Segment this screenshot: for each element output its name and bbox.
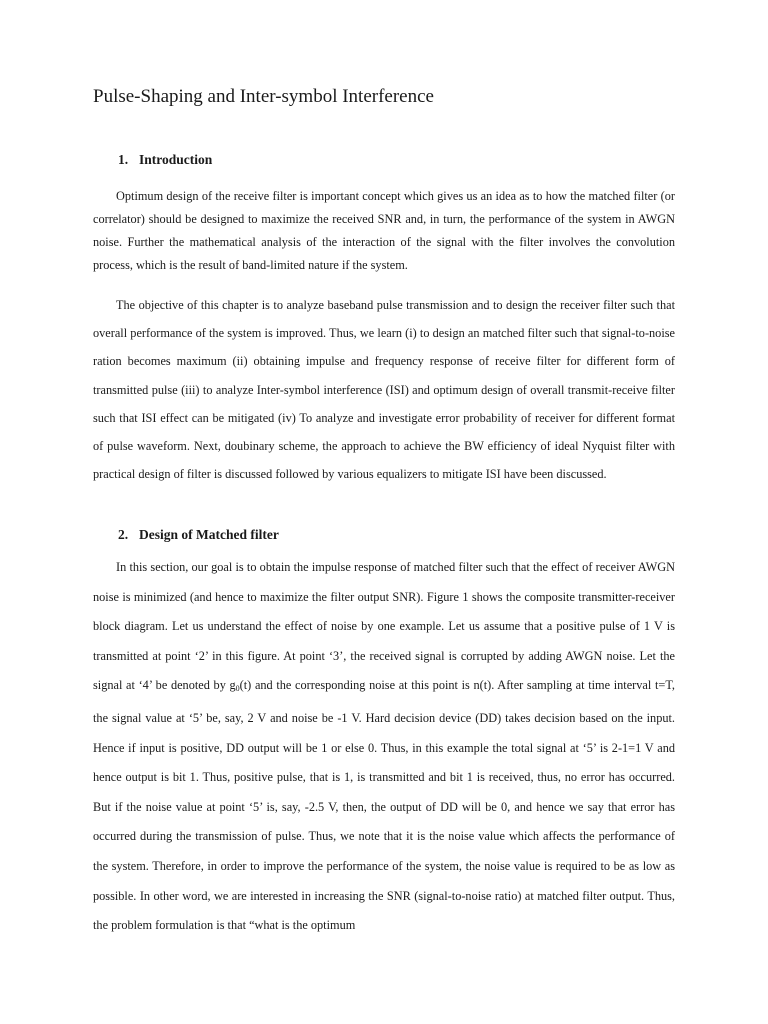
paragraph — [93, 553, 675, 941]
section-title: Design of Matched filter — [139, 527, 279, 542]
paragraph-text: In this section, our goal is to obtain the impulse response of matched filter such that the effect of receiver AWGN noise is minimized (and hence to maximize the filter output SNR). Figure 1 shows the composite transmitter-receiver block diagram. Let us understand the effect of noise by one example. Let us assume that a positive pulse of 1 V is transmitted at point ‘2’ in this figure. At point ‘3’, the received signal is corrupted by adding AWGN noise. Let the signal at ‘4’ be denoted by g — [93, 560, 675, 693]
section-heading-introduction — [118, 152, 212, 168]
subscript: 0 — [235, 684, 240, 694]
section-number: 1. — [118, 152, 129, 167]
document-title: Pulse-Shaping and Inter-symbol Interference — [93, 86, 434, 107]
paragraph: Optimum design of the receive filter is important concept which gives us an idea as to how the matched filter (or correlator) should be designed to maximize the received SNR and, in turn, the performance of the system in AWGN noise. Further the mathematical analysis of the interaction of the signal with the filter involves the convolution process, which is the result of band-limited nature if the system. — [93, 189, 675, 272]
section-title: Introduction — [139, 152, 213, 167]
paragraph: The objective of this chapter is to analyze baseband pulse transmission and to design the receiver filter such that overall performance of the system is improved. Thus, we learn (i) to design an matched filter such that signal-to-noise ration becomes maximum (ii) obtaining impulse and frequency response of receive filter for different form of transmitted pulse (iii) to analyze Inter-symbol interference (ISI) and optimum design of overall transmit-receive filter such that ISI effect can be mitigated (iv) To analyze and investigate error probability of receiver for different format of pulse waveform. Next, doubinary scheme, the approach to achieve the BW efficiency of ideal Nyquist filter with practical design of filter is discussed followed by various equalizers to mitigate ISI have been discussed. — [93, 298, 675, 482]
paragraph-text: (t) and the corresponding noise at this point is n(t). After sampling at time interval t=T, the signal value at ‘5’ be, say, 2 V and noise be -1 V. Hard decision device (DD) takes decision based on the input. Hence if input is positive, DD output will be 1 or else 0. Thus, in this example the total signal at ‘5’ is 2-1=1 V and hence output is bit 1. Thus, positive pulse, that is 1, is transmitted and bit 1 is received, thus, no error has occurred. But if the noise value at point ‘5’ is, say, -2.5 V, then, the output of DD will be 0, and hence we say that error has occurred during the transmission of pulse. Thus, we note that it is the noise value which affects the performance of the system. Therefore, in order to improve the performance of the system, the noise value is required to be as low as possible. In other word, we are interested in increasing the SNR (signal-to-noise ratio) at matched filter output. Thus, the problem formulation is that “what is the optimum — [93, 678, 675, 933]
section-number: 2. — [118, 527, 129, 542]
section-heading-matched-filter — [118, 527, 279, 543]
